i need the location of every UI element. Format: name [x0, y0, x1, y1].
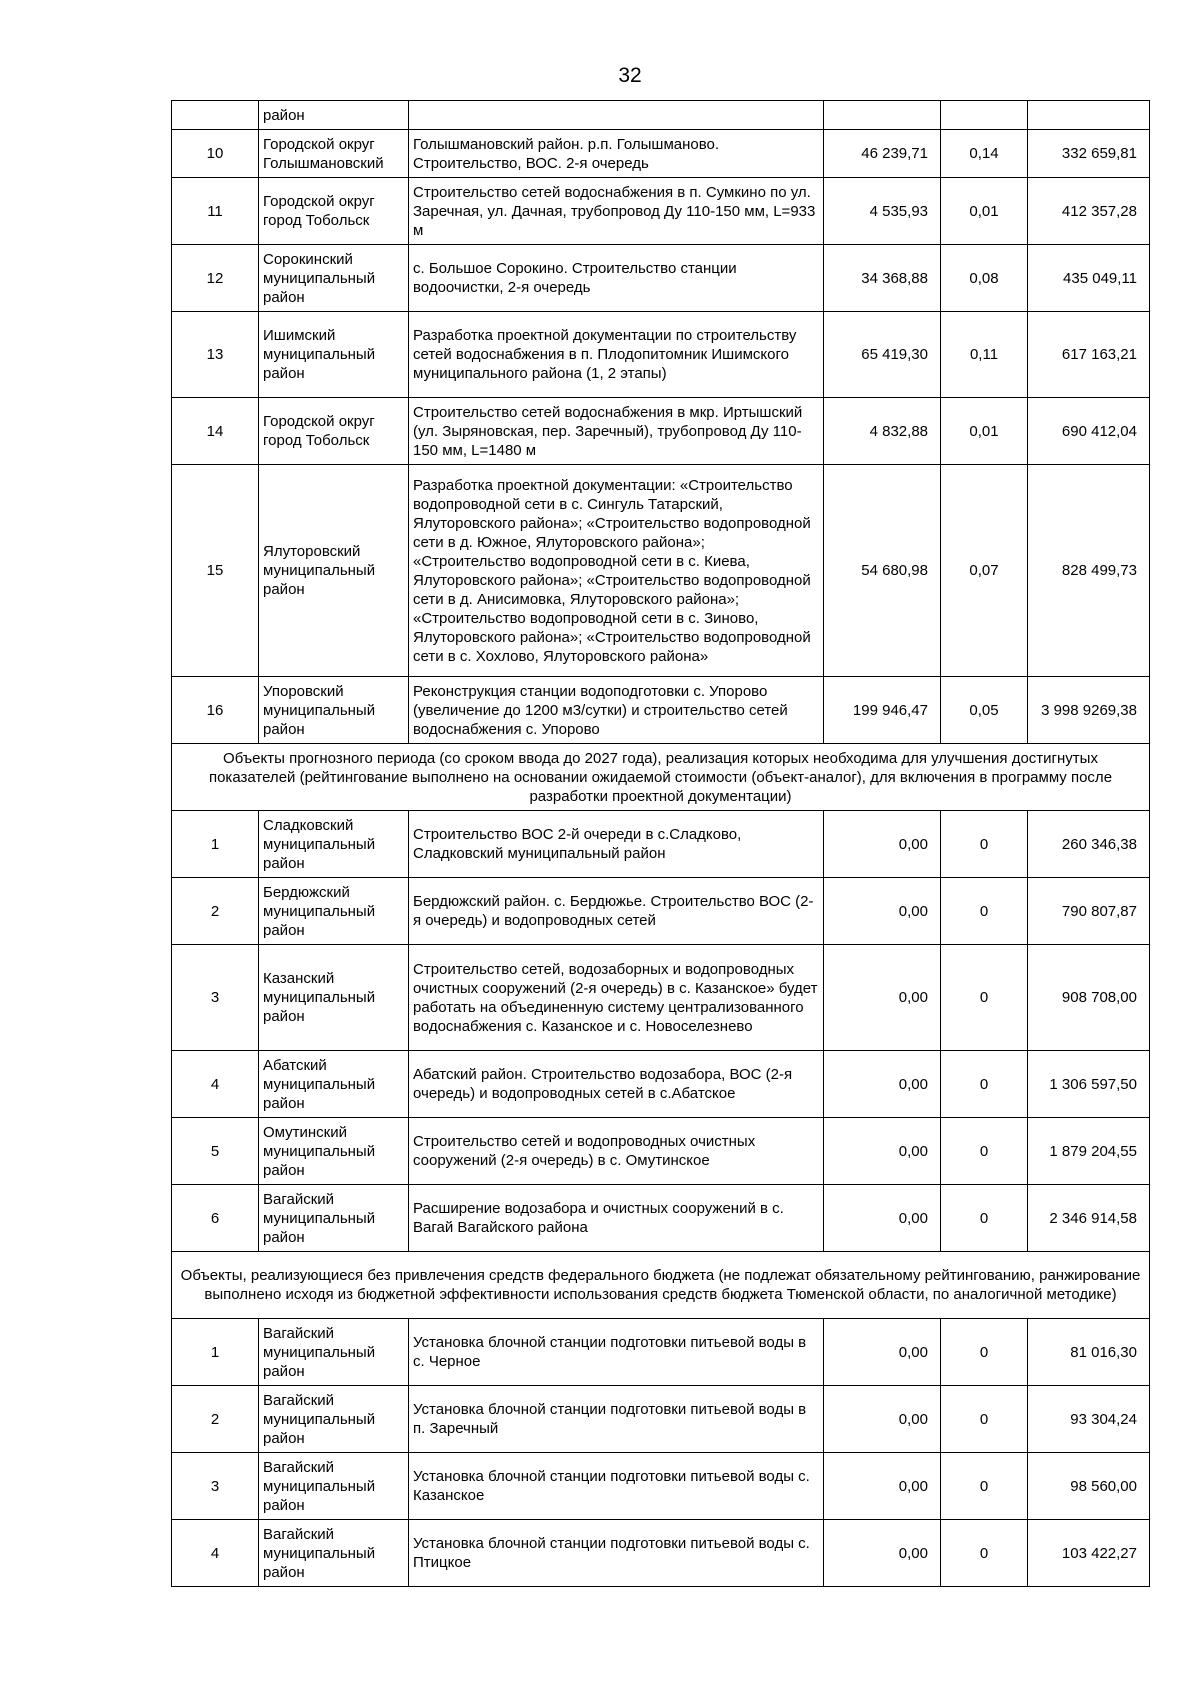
object-cell: Установка блочной станции подготовки питьевой воды с. Птицкое	[409, 1520, 824, 1587]
cumulative-cell: 98 560,00	[1028, 1453, 1150, 1520]
object-cell: Разработка проектной документации: «Строительство водопроводной сети в с. Сингуль Татарский, Ялуторовского района»; «Строительство водопроводной сети в д. Южное, Ялуторовского района»; «Строительство водопроводной сети в с. Киева, Ялуторовского района»; «Строительство водопроводной сети в д. Анисимовка, Ялуторовского района»; «Строительство водопроводной сети в с. Зиново, Ялуторовского района»; «Строительство водопроводной сети в с. Хохлово, Ялуторовского района»	[409, 465, 824, 677]
table-row	[172, 1185, 1150, 1252]
cost-cell: 4 535,93	[824, 178, 941, 245]
cost-cell: 0,00	[824, 1118, 941, 1185]
object-cell: Строительство сетей, водозаборных и водопроводных очистных сооружений (2-я очередь) в с. Казанское» будет работать на объединенную систему централизованного водоснабжения с. Казанское и с. Новоселезнево	[409, 945, 824, 1051]
ratio-cell: 0	[941, 945, 1028, 1051]
cost-cell: 0,00	[824, 1453, 941, 1520]
district-cell: Абатский муниципальный район	[259, 1051, 409, 1118]
cumulative-cell: 81 016,30	[1028, 1319, 1150, 1386]
ratio-cell: 0	[941, 1185, 1028, 1252]
cumulative-cell: 2 346 914,58	[1028, 1185, 1150, 1252]
ratio-cell: 0,01	[941, 398, 1028, 465]
district-cell: Казанский муниципальный район	[259, 945, 409, 1051]
cumulative-cell: 690 412,04	[1028, 398, 1150, 465]
cumulative-cell: 617 163,21	[1028, 312, 1150, 398]
page-number: 32	[618, 64, 642, 87]
table-row	[172, 245, 1150, 312]
row-number-cell: 15	[172, 465, 259, 677]
row-number-cell: 16	[172, 677, 259, 744]
district-cell: Городской округ город Тобольск	[259, 398, 409, 465]
row-number-cell: 1	[172, 1319, 259, 1386]
district-cell: Вагайский муниципальный район	[259, 1386, 409, 1453]
object-cell: Реконструкция станции водоподготовки с. Упорово (увеличение до 1200 м3/сутки) и строительство сетей водоснабжения с. Упорово	[409, 677, 824, 744]
table-row-continuation	[172, 101, 1150, 130]
object-cell: Установка блочной станции подготовки питьевой воды в с. Черное	[409, 1319, 824, 1386]
district-cell: Городской округ город Тобольск	[259, 178, 409, 245]
row-number-cell: 4	[172, 1051, 259, 1118]
table-row	[172, 1453, 1150, 1520]
object-cell: Строительство сетей и водопроводных очистных сооружений (2-я очередь) в с. Омутинское	[409, 1118, 824, 1185]
row-number-cell: 1	[172, 811, 259, 878]
table-row	[172, 945, 1150, 1051]
cumulative-cell: 3 998 9269,38	[1028, 677, 1150, 744]
row-number-cell: 6	[172, 1185, 259, 1252]
cost-cell: 54 680,98	[824, 465, 941, 677]
object-cell: Голышмановский район. р.п. Голышманово. Строительство, ВОС. 2-я очередь	[409, 130, 824, 178]
table-row	[172, 1118, 1150, 1185]
district-cell: Вагайский муниципальный район	[259, 1520, 409, 1587]
cost-cell: 0,00	[824, 1185, 941, 1252]
ratio-cell: 0,05	[941, 677, 1028, 744]
ratio-cell: 0,14	[941, 130, 1028, 178]
table-row	[172, 398, 1150, 465]
cost-cell: 0,00	[824, 1520, 941, 1587]
district-cell: Упоровский муниципальный район	[259, 677, 409, 744]
district-cell: Сладковский муниципальный район	[259, 811, 409, 878]
ratio-cell: 0,11	[941, 312, 1028, 398]
cumulative-cell: 790 807,87	[1028, 878, 1150, 945]
cumulative-cell: 435 049,11	[1028, 245, 1150, 312]
ratio-cell: 0	[941, 1520, 1028, 1587]
ratio-cell: 0	[941, 1319, 1028, 1386]
section-header-row	[172, 744, 1150, 811]
district-cell: Ишимский муниципальный район	[259, 312, 409, 398]
ratio-cell: 0	[941, 1051, 1028, 1118]
cumulative-cell: 412 357,28	[1028, 178, 1150, 245]
object-cell: Строительство сетей водоснабжения в п. Сумкино по ул. Заречная, ул. Дачная, трубопровод Ду 110-150 мм, L=933 м	[409, 178, 824, 245]
row-number-cell: 3	[172, 1453, 259, 1520]
row-number-cell: 14	[172, 398, 259, 465]
table-row	[172, 312, 1150, 398]
cost-cell: 199 946,47	[824, 677, 941, 744]
object-cell: Строительство ВОС 2-й очереди в с.Сладково, Сладковский муниципальный район	[409, 811, 824, 878]
district-cell: Омутинский муниципальный район	[259, 1118, 409, 1185]
ratio-cell: 0,08	[941, 245, 1028, 312]
ratio-cell: 0	[941, 1118, 1028, 1185]
row-number-cell: 2	[172, 878, 259, 945]
object-cell: Разработка проектной документации по строительству сетей водоснабжения в п. Плодопитомник Ишимского муниципального района (1, 2 этапы)	[409, 312, 824, 398]
object-cell: Строительство сетей водоснабжения в мкр. Иртышский (ул. Зыряновская, пер. Заречный), трубопровод Ду 110-150 мм, L=1480 м	[409, 398, 824, 465]
cumulative-cell: 908 708,00	[1028, 945, 1150, 1051]
row-number-cell: 2	[172, 1386, 259, 1453]
cost-cell: 34 368,88	[824, 245, 941, 312]
cumulative-cell: 828 499,73	[1028, 465, 1150, 677]
cost-cell: 0,00	[824, 1051, 941, 1118]
ratio-cell: 0	[941, 1453, 1028, 1520]
cumulative-cell: 93 304,24	[1028, 1386, 1150, 1453]
district-cell: Сорокинский муниципальный район	[259, 245, 409, 312]
row-number-cell: 5	[172, 1118, 259, 1185]
row-number-cell: 10	[172, 130, 259, 178]
object-cell: Установка блочной станции подготовки питьевой воды с. Казанское	[409, 1453, 824, 1520]
table-row	[172, 677, 1150, 744]
section-header-row	[172, 1252, 1150, 1319]
table-row	[172, 811, 1150, 878]
table-row	[172, 130, 1150, 178]
object-cell: с. Большое Сорокино. Строительство станции водоочистки, 2-я очередь	[409, 245, 824, 312]
section-title: Объекты, реализующиеся без привлечения средств федерального бюджета (не подлежат обязательному рейтингованию, ранжирование выполнено исходя из бюджетной эффективности использования средств бюджета Тюменской области, по аналогичной методике)	[172, 1252, 1150, 1319]
row-number-cell: 4	[172, 1520, 259, 1587]
ratio-cell: 0	[941, 878, 1028, 945]
cost-cell: 0,00	[824, 1386, 941, 1453]
ratio-cell: 0,07	[941, 465, 1028, 677]
objects-table	[171, 100, 1150, 1587]
table-row	[172, 1386, 1150, 1453]
object-cell: Абатский район. Строительство водозабора, ВОС (2-я очередь) и водопроводных сетей в с.Абатское	[409, 1051, 824, 1118]
cost-cell: 0,00	[824, 878, 941, 945]
district-cell: Ялуторовский муниципальный район	[259, 465, 409, 677]
district-cell: район	[259, 101, 409, 130]
row-number-cell: 12	[172, 245, 259, 312]
district-cell: Бердюжский муниципальный район	[259, 878, 409, 945]
cumulative-cell: 332 659,81	[1028, 130, 1150, 178]
table-row	[172, 878, 1150, 945]
cost-cell: 46 239,71	[824, 130, 941, 178]
object-cell: Расширение водозабора и очистных сооружений в с. Вагай Вагайского района	[409, 1185, 824, 1252]
section-title: Объекты прогнозного периода (со сроком ввода до 2027 года), реализация которых необходима для улучшения достигнутых показателей (рейтингование выполнено на основании ожидаемой стоимости (объект-аналог), для включения в программу после разработки проектной документации)	[172, 744, 1150, 811]
object-cell: Установка блочной станции подготовки питьевой воды в п. Заречный	[409, 1386, 824, 1453]
ratio-cell: 0	[941, 811, 1028, 878]
cost-cell: 65 419,30	[824, 312, 941, 398]
cost-cell: 0,00	[824, 1319, 941, 1386]
table-row	[172, 178, 1150, 245]
table-row	[172, 1051, 1150, 1118]
cost-cell: 0,00	[824, 811, 941, 878]
district-cell: Городской округ Голышмановский	[259, 130, 409, 178]
cumulative-cell: 103 422,27	[1028, 1520, 1150, 1587]
cumulative-cell: 1 306 597,50	[1028, 1051, 1150, 1118]
cost-cell: 0,00	[824, 945, 941, 1051]
row-number-cell: 13	[172, 312, 259, 398]
object-cell: Бердюжский район. с. Бердюжье. Строительство ВОС (2-я очередь) и водопроводных сетей	[409, 878, 824, 945]
table-row	[172, 465, 1150, 677]
row-number-cell: 11	[172, 178, 259, 245]
cumulative-cell: 1 879 204,55	[1028, 1118, 1150, 1185]
row-number-cell: 3	[172, 945, 259, 1051]
ratio-cell: 0	[941, 1386, 1028, 1453]
district-cell: Вагайский муниципальный район	[259, 1185, 409, 1252]
ratio-cell: 0,01	[941, 178, 1028, 245]
cumulative-cell: 260 346,38	[1028, 811, 1150, 878]
cost-cell: 4 832,88	[824, 398, 941, 465]
table-row	[172, 1520, 1150, 1587]
district-cell: Вагайский муниципальный район	[259, 1453, 409, 1520]
district-cell: Вагайский муниципальный район	[259, 1319, 409, 1386]
table-row	[172, 1319, 1150, 1386]
